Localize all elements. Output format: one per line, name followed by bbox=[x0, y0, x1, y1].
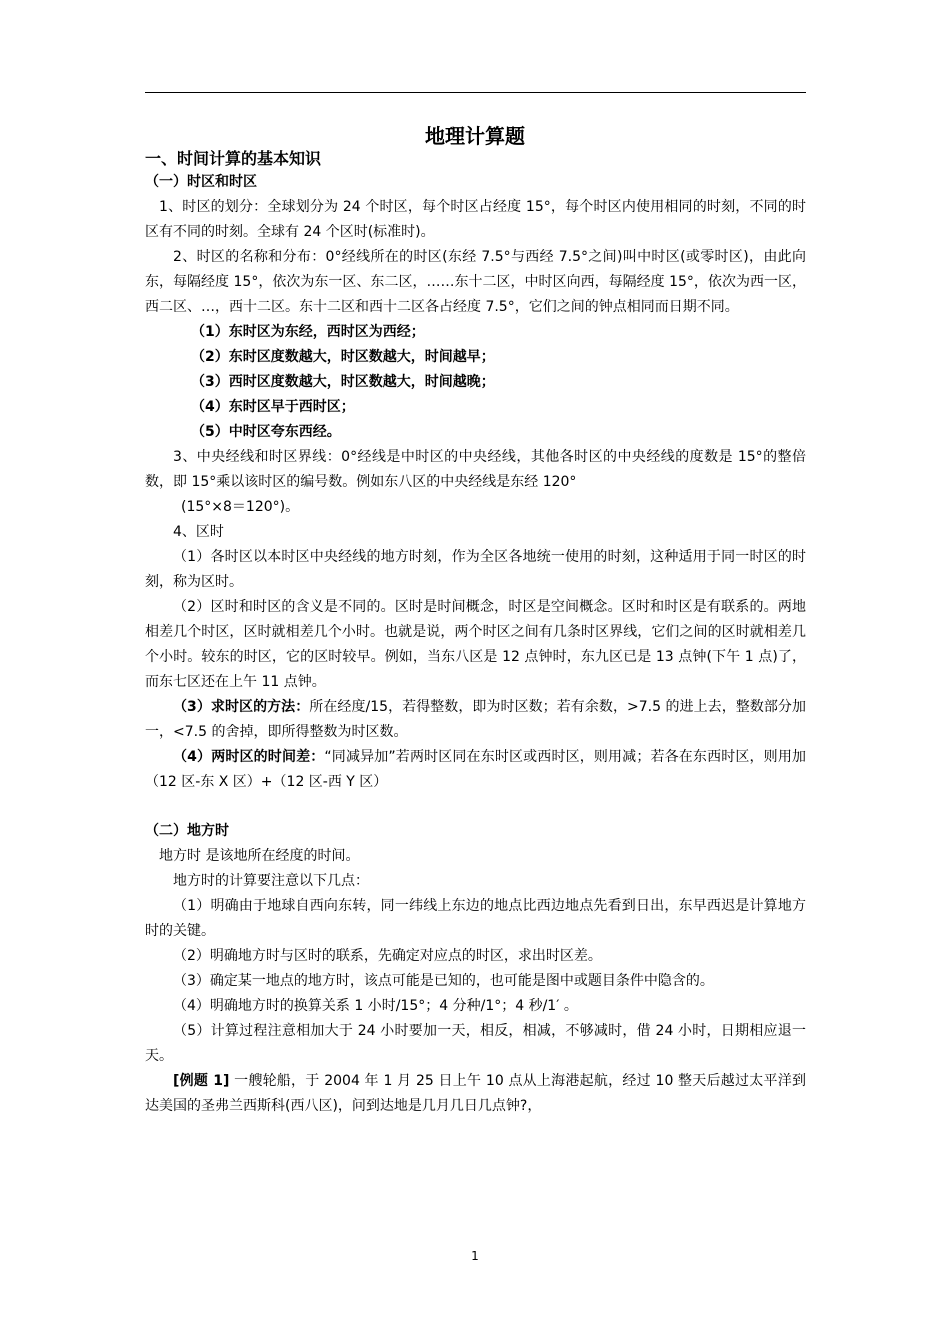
list-item: （5）中时区夸东西经。 bbox=[191, 424, 341, 440]
list-item: （3）西时区度数越大，时区数越大，时间越晚； bbox=[191, 374, 495, 390]
blank-line bbox=[145, 795, 806, 819]
page-number: 1 bbox=[471, 1249, 479, 1263]
paragraph-example-1 bbox=[145, 1069, 806, 1119]
subsection-heading-time-zones: （一）时区和时区 bbox=[145, 174, 257, 190]
zone-difference-text: “同减异加”若两时区同在东时区或西时区，则用减；若各在东西时区，则用加（12 区-东 X 区）+（12 区-西 Y 区） bbox=[145, 749, 806, 790]
paragraph-zone-time-heading: 4、区时 bbox=[173, 524, 224, 540]
paragraph-central-meridian-formula: (15°×8＝120°)。 bbox=[181, 499, 300, 515]
page-title: 地理计算题 bbox=[425, 124, 525, 148]
paragraph-zone-division: 1、时区的划分：全球划分为 24 个时区，每个时区占经度 15°，每个时区内使用相同的时刻，不同的时区有不同的时刻。全球有 24 个区时(标准时)。 bbox=[145, 199, 806, 240]
header-rule bbox=[145, 92, 806, 93]
paragraph-note-4: （4）明确地方时的换算关系 1 小时/15°；4 分种/1°；4 秒/1′ 。 bbox=[173, 998, 578, 1014]
list-item: （4）东时区早于西时区； bbox=[191, 399, 355, 415]
paragraph-zone-names: 2、时区的名称和分布：0°经线所在的时区(东经 7.5°与西经 7.5°之间)叫中时区(或零时区)，由此向东，每隔经度 15°，依次为东一区、东二区，……东十二区，中时区向西，每隔经度 15°，依次为西一区，西二区、…，西十二区。东十二区和西十二区各占经度 7.5°，它们之间的钟点相同而日期不同。 bbox=[145, 249, 806, 315]
paragraph-zone-difference bbox=[145, 745, 806, 795]
paragraph-local-time-def: 地方时 是该地所在经度的时间。 bbox=[159, 848, 360, 864]
subsection-heading-local-time: （二）地方时 bbox=[145, 823, 229, 839]
paragraph-local-time-notes: 地方时的计算要注意以下几点： bbox=[173, 873, 369, 889]
zone-difference-label: （4）两时区的时间差： bbox=[173, 749, 325, 765]
paragraph-zone-time-2: （2）区时和时区的含义是不同的。区时是时间概念，时区是空间概念。区时和时区是有联系的。两地相差几个时区，区时就相差几个小时。也就是说，两个时区之间有几条时区界线，它们之间的区时就相差几个小时。较东的时区，它的区时较早。例如，当东八区是 12 点钟时，东九区已是 13 点钟(下午 1 点)了，而东七区还在上午 11 点钟。 bbox=[145, 599, 806, 690]
document-body bbox=[145, 148, 806, 1119]
zone-method-text: 所在经度/15，若得整数，即为时区数；若有余数，>7.5 的进上去，整数部分加一，<7.5 的舍掉，即所得整数为时区数。 bbox=[145, 699, 806, 740]
paragraph-note-1: （1）明确由于地球自西向东转，同一纬线上东边的地点比西边地点先看到日出，东早西迟是计算地方时的关键。 bbox=[145, 898, 806, 939]
example-text: 一艘轮船，于 2004 年 1 月 25 日上午 10 点从上海港起航，经过 10 整天后越过太平洋到达美国的圣弗兰西斯科(西八区)，问到达地是几月几日几点钟?， bbox=[145, 1073, 806, 1114]
paragraph-note-2: （2）明确地方时与区时的联系，先确定对应点的时区，求出时区差。 bbox=[173, 948, 602, 964]
paragraph-note-5: （5）计算过程注意相加大于 24 小时要加一天，相反，相减，不够减时，借 24 小时，日期相应退一天。 bbox=[145, 1023, 806, 1064]
example-label: [例题 1] bbox=[173, 1073, 230, 1089]
paragraph-note-3: （3）确定某一地点的地方时，该点可能是已知的，也可能是图中或题目条件中隐含的。 bbox=[173, 973, 714, 989]
paragraph-zone-time-1: （1）各时区以本时区中央经线的地方时刻，作为全区各地统一使用的时刻，这种适用于同一时区的时刻，称为区时。 bbox=[145, 549, 806, 590]
zone-method-label: （3）求时区的方法： bbox=[173, 699, 310, 715]
paragraph-central-meridian: 3、中央经线和时区界线：0°经线是中时区的中央经线，其他各时区的中央经线的度数是 15°的整倍数，即 15°乘以该时区的编号数。例如东八区的中央经线是东经 120° bbox=[145, 449, 806, 490]
list-item: （1）东时区为东经，西时区为西经； bbox=[191, 324, 425, 340]
paragraph-zone-method bbox=[145, 695, 806, 745]
section-heading-1: 一、时间计算的基本知识 bbox=[145, 149, 322, 168]
list-item: （2）东时区度数越大，时区数越大，时间越早； bbox=[191, 349, 495, 365]
